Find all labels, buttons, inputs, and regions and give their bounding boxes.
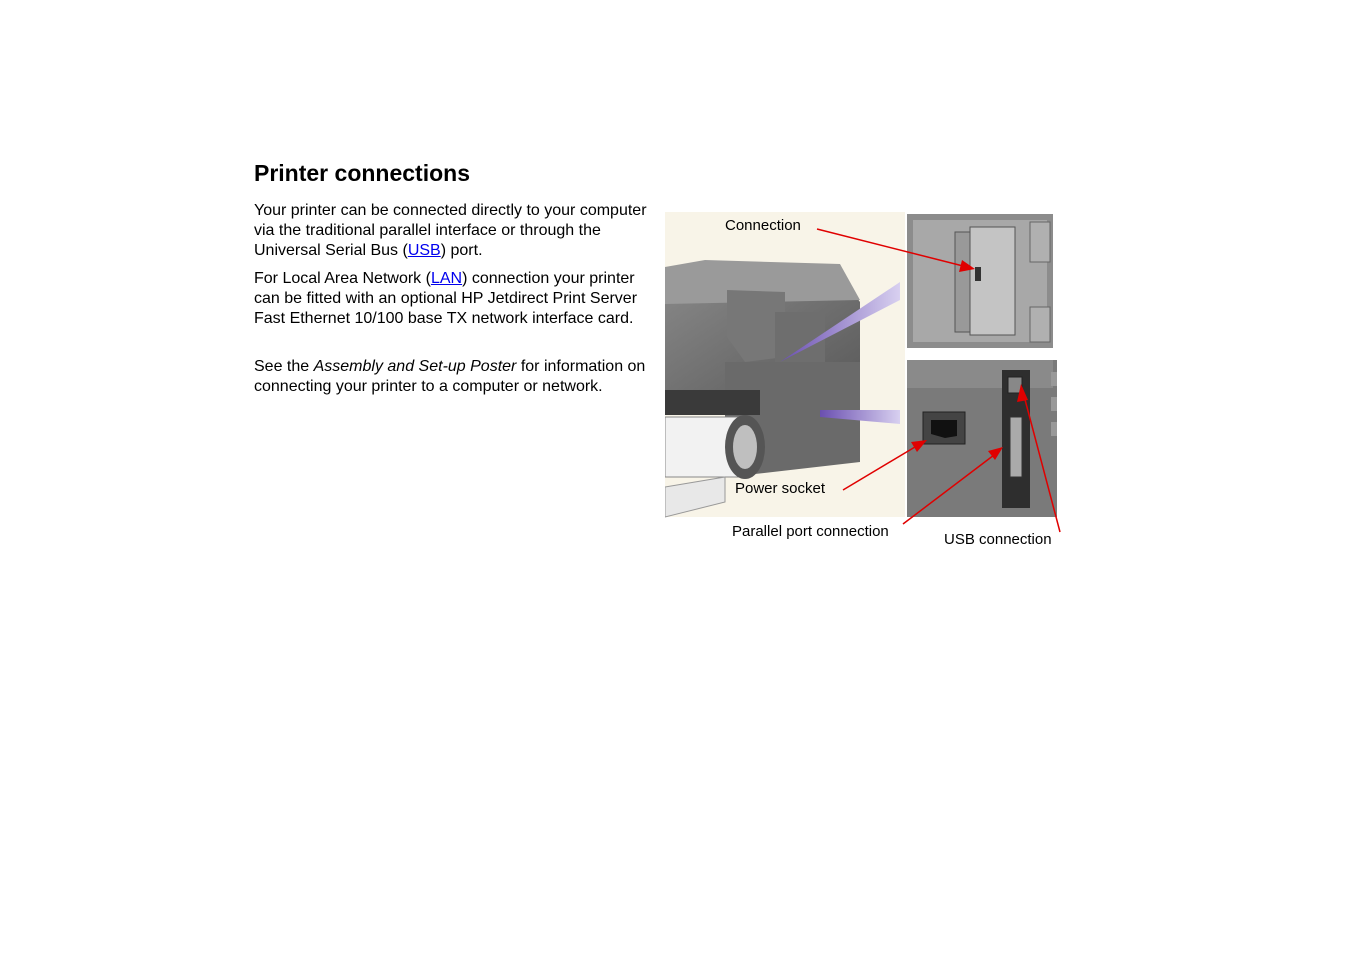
paragraph-connection-intro (254, 201, 654, 261)
label-power-socket: Power socket (735, 480, 826, 497)
paragraph-text: ) port. (440, 242, 483, 259)
usb-link[interactable]: USB (407, 242, 441, 259)
paragraph-text: for information on connecting your printer to a computer or network. (254, 358, 646, 395)
paragraph-text: ) connection your printer can be fitted with an optional HP Jetdirect Print Server Fast Ethernet 10/100 base TX network interface card. (254, 270, 638, 327)
label-connection: Connection (725, 217, 801, 234)
lan-link[interactable]: LAN (430, 270, 463, 287)
printer-rear-illustration (665, 212, 1062, 552)
paragraph-poster-reference (254, 357, 654, 397)
printer-connections-figure (665, 212, 1062, 552)
paragraph-lan (254, 269, 654, 329)
paragraph-text: See the (254, 358, 314, 375)
paragraph-text: For Local Area Network ( (254, 270, 431, 287)
page-title: Printer connections (254, 160, 470, 186)
label-usb-connection: USB connection (944, 531, 1052, 548)
label-parallel-port: Parallel port connection (732, 523, 889, 540)
card-connector (975, 267, 981, 281)
parallel-port (1010, 417, 1022, 477)
paragraph-text: Your printer can be connected directly to your computer via the traditional parallel interface or through the Universal Serial Bus ( (254, 202, 647, 259)
poster-title: Assembly and Set-up Poster (313, 358, 517, 375)
